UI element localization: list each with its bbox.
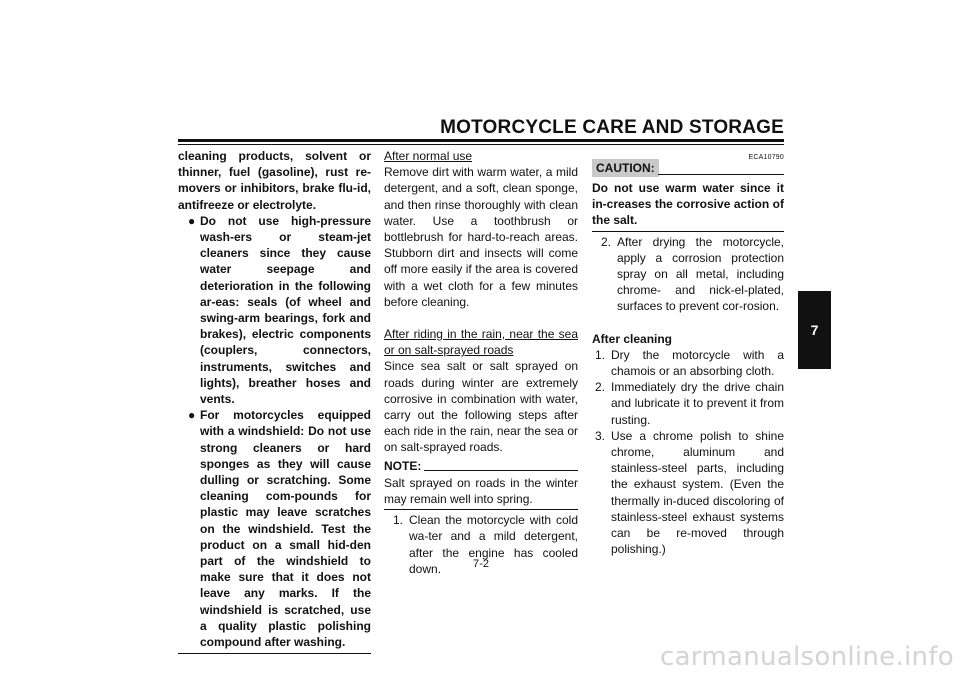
after-cleaning-steps bbox=[592, 347, 784, 558]
step-item bbox=[592, 428, 784, 558]
step-item bbox=[592, 234, 784, 315]
column-middle bbox=[384, 148, 578, 577]
step-text: Dry the motorcycle with a chamois or an absorbing cloth. bbox=[611, 347, 784, 379]
caution-label: CAUTION: bbox=[592, 159, 659, 177]
step-text: Clean the motorcycle with cold wa-ter and a mild detergent, after the engine has cooled down. bbox=[409, 513, 578, 576]
continued-warning-text: cleaning products, solvent or thinner, fuel (gasoline), rust re-movers or inhibitors, brake flu-id, antifreeze or electrolyte. bbox=[178, 149, 371, 212]
chapter-tab[interactable] bbox=[798, 291, 831, 369]
header-rule-thick bbox=[178, 139, 784, 142]
warning-bullet bbox=[178, 407, 371, 650]
bullet-text: For motorcycles equipped with a windshield: Do not use strong cleaners or hard sponges as they will cause dulling or scratching. Some cleaning com-pounds for plastic may leave scratches on the windshield. Test the product on a small hid-den part of the windshield to make sure that it does not leave any marks. If the windshield is scratched, use a quality plastic polishing compound after washing. bbox=[200, 408, 371, 650]
step-text: Use a chrome polish to shine chrome, aluminum and stainless-steel parts, including the exhaust system. (Even the thermally in-duced discoloring of stainless-steel exhaust systems can be re-moved through polishing.) bbox=[611, 428, 784, 557]
note-end-rule bbox=[384, 509, 578, 510]
after-normal-use-text: Remove dirt with warm water, a mild detergent, and a soft, clean sponge, and then rinse thoroughly with clean water. Use a toothbrush or bottlebrush for hard-to-reach areas. Stubborn dirt and insects will come off more easily if the area is covered with a wet cloth for a few minutes before cleaning. bbox=[384, 165, 578, 309]
step-number: 2. bbox=[601, 234, 612, 249]
warning-bullet bbox=[178, 213, 371, 407]
page-number: 7-2 bbox=[473, 558, 489, 570]
after-cleaning-heading: After cleaning bbox=[592, 331, 673, 346]
step-text: After drying the motorcycle, apply a corrosion protection spray on all metal, including chrome- and nick-el-plated, surfaces to prevent cor-rosion. bbox=[617, 234, 784, 314]
chapter-tab-label: 7 bbox=[810, 322, 819, 338]
step-number: 3. bbox=[595, 428, 606, 443]
note-rule bbox=[424, 470, 578, 471]
header-rule-thin bbox=[178, 144, 784, 145]
rain-text: Since sea salt or salt sprayed on roads during winter are extremely corrosive in combination with water, carry out the following steps after each ride in the rain, near the sea or on salt-sprayed roads. bbox=[384, 359, 578, 455]
column-right bbox=[592, 148, 784, 557]
rain-heading: After riding in the rain, near the sea or on salt-sprayed roads bbox=[384, 327, 578, 358]
warning-end-rule bbox=[178, 653, 371, 654]
step-number: 1. bbox=[595, 347, 606, 362]
after-normal-use-heading: After normal use bbox=[384, 149, 473, 163]
step-item bbox=[592, 347, 784, 379]
column-left bbox=[178, 148, 371, 656]
step-text: Immediately dry the drive chain and lubricate it to prevent it from rusting. bbox=[611, 380, 784, 427]
note-header bbox=[384, 458, 578, 474]
caution-text: Do not use warm water since it in-creases the corrosive action of the salt. bbox=[592, 181, 784, 228]
note-label: NOTE: bbox=[384, 458, 422, 473]
step-number: 1. bbox=[393, 513, 404, 528]
bullet-icon: ● bbox=[188, 408, 196, 423]
step-item bbox=[592, 379, 784, 428]
watermark: carmanualsonline.info bbox=[659, 642, 954, 672]
header-title: MOTORCYCLE CARE AND STORAGE bbox=[440, 117, 784, 138]
note-text: Salt sprayed on roads in the winter may remain well into spring. bbox=[384, 475, 578, 507]
caution-code: ECA10790 bbox=[748, 154, 784, 161]
rain-steps-continued bbox=[592, 234, 784, 315]
bullet-text: Do not use high-pressure wash-ers or steam-jet cleaners since they cause water seepage and deterioration in the following ar-eas: seals (of wheel and swing-arm bearings, fork and brakes), electric components (couplers, connectors, instruments, switches and lights), breather hoses and vents. bbox=[200, 213, 371, 407]
step-number: 2. bbox=[595, 380, 606, 395]
caution-header bbox=[592, 148, 784, 176]
caution-end-rule bbox=[592, 231, 784, 232]
bullet-icon: ● bbox=[188, 213, 196, 228]
caution-rule bbox=[658, 174, 784, 175]
